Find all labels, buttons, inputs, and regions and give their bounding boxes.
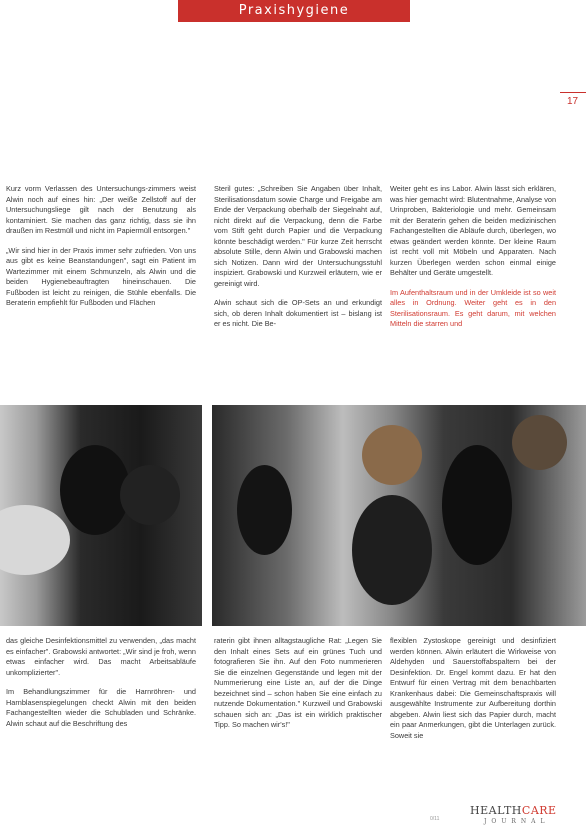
text-column-top-1 xyxy=(6,184,196,398)
text-column-bottom-1 xyxy=(6,636,196,778)
paragraph: Weiter geht es ins Labor. Alwin lässt sich erklären, was hier gemacht wird: Blutentnahme, Analyse von Urinproben, Bakteriologie und mehr. Gemeinsam mit der Beraterin gehen die beiden medizinischen Fachangestellten die Abläufe durch, überlegen, wo etwas geändert werden könnte. Der kleine Raum ist recht voll mit Möbeln und Apparaten. Nach kurzen Überlegen werden schon einmal einige Behälter und Geräte umgestellt. xyxy=(390,184,556,277)
photo-shape xyxy=(362,425,422,485)
page-number-rule xyxy=(560,92,586,93)
text-column-bottom-3 xyxy=(390,636,556,778)
photo-shape xyxy=(512,415,567,470)
photo-shape xyxy=(0,505,70,575)
page-number: 17 xyxy=(567,96,579,107)
photo-consultation-scene xyxy=(212,405,586,626)
logo-text-journal: JOURNAL xyxy=(484,818,550,825)
paragraph: „Wir sind hier in der Praxis immer sehr zufrieden. Von uns aus gibt es keine Beanstandungen", sagt ein Patient im Wartezimmer mit einem Schmunzeln, als Alwin und die beiden Hygienebeauftragten hineinschauen. Die Fußboden ist leicht zu reinigen, die Stühle ebenfalls. Die Beraterin empfiehlt für Fußboden und Flächen xyxy=(6,245,196,307)
paragraph: das gleiche Desinfektionsmittel zu verwenden, „das macht es einfacher". Grabowski antwortet: „Wir sind je froh, wenn etwas einfacher wird. Das macht Arbeitsabläufe unkomplizierter". xyxy=(6,636,196,677)
photo-shape xyxy=(352,495,432,605)
photo-examination-chair xyxy=(0,405,202,626)
footer-issue: 0/11 xyxy=(430,816,440,822)
paragraph: Im Behandlungszimmer für die Harnröhren- und Harnblasenspiegelungen checkt Alwin mit den beiden Fachangestellten wieder die Schubladen und Schränke. Alwin schaut auf die Beschriftung des xyxy=(6,687,196,728)
text-column-top-3 xyxy=(390,184,556,398)
paragraph: flexiblen Zystoskope gereinigt und desinfiziert werden können. Alwin erläutert die Wirkweise von Aldehyden und Sauerstoffabspaltern bei der Desinfektion. Dr. Engel kommt dazu. Er hat den Entwurf für einen Vertrag mit dem benachbarten Krankenhaus dabei: Die Gemeinschaftspraxis will ausgewählte Instrumente zur Aufbereitung dorthin abgeben. Alwin liest sich das Papier durch, macht ein paar Anmerkungen, gibt die Unterlagen zurück. Soweit sie xyxy=(390,636,556,740)
healthcare-journal-logo xyxy=(470,804,580,830)
paragraph-highlight: Im Aufenthaltsraum und in der Umkleide ist so weit alles in Ordnung. Weiter geht es in den Sterilisationsraum. Es geht darum, mit welchen Mitteln die starren und xyxy=(390,287,556,328)
text-column-top-2 xyxy=(214,184,382,398)
paragraph: Kurz vorm Verlassen des Untersuchungs-zimmers weist Alwin noch auf eines hin: „Der weiße Zellstoff auf der Untersuchungsliege gilt nach der Benutzung als kontaminiert. Sie machen das ganz richtig, dass sie ihn draußen im Restmüll und nicht im Papiermüll entsorgen." xyxy=(6,184,196,235)
section-header-bar xyxy=(178,0,410,22)
logo-text-health: HEALTH xyxy=(470,804,522,817)
photo-shape xyxy=(442,445,512,565)
paragraph: raterin gibt ihnen alltagstaugliche Rat: „Legen Sie den Inhalt eines Sets auf ein grünes Tuch und fotografieren Sie ihn. Auf den Foto nummerieren Sie die einzelnen Gegenstände und legen mit der Nummerierung eine Liste an, auf der die Dinge bezeichnet sind – schon haben Sie eine einfach zu nutzende Dokumentation." Kurzweil und Grabowski schauen sich an: „Das ist ein wirklich praktischer Tipp. So machen wir's!" xyxy=(214,636,382,729)
paragraph: Alwin schaut sich die OP-Sets an und erkundigt sich, ob deren Inhalt dokumentiert ist – bislang ist er es nicht. Die Be- xyxy=(214,298,382,328)
text-column-bottom-2 xyxy=(214,636,382,778)
section-title: Praxishygiene xyxy=(238,3,350,18)
photo-shape xyxy=(120,465,180,525)
paragraph: Steril gutes: „Schreiben Sie Angaben über Inhalt, Sterilisationsdatum sowie Charge und Freigabe am Ende der Verpackung oberhalb der Siegelnaht auf, nicht direkt auf die Verpackung, denn die Farbe vom Stift geht durch Papier und die Verpackung könnte beschädigt werden." Für kurze Zeit herrscht absolute Stille, denn Alwin und Grabowski machen sich Notizen. Dann wird der Untersuchungsstuhl inspiziert. Grabowski und Kurzweil erläutern, wie er gereinigt wird. xyxy=(214,184,382,288)
logo-text-care: CARE xyxy=(521,804,557,817)
photo-shape xyxy=(237,465,292,555)
